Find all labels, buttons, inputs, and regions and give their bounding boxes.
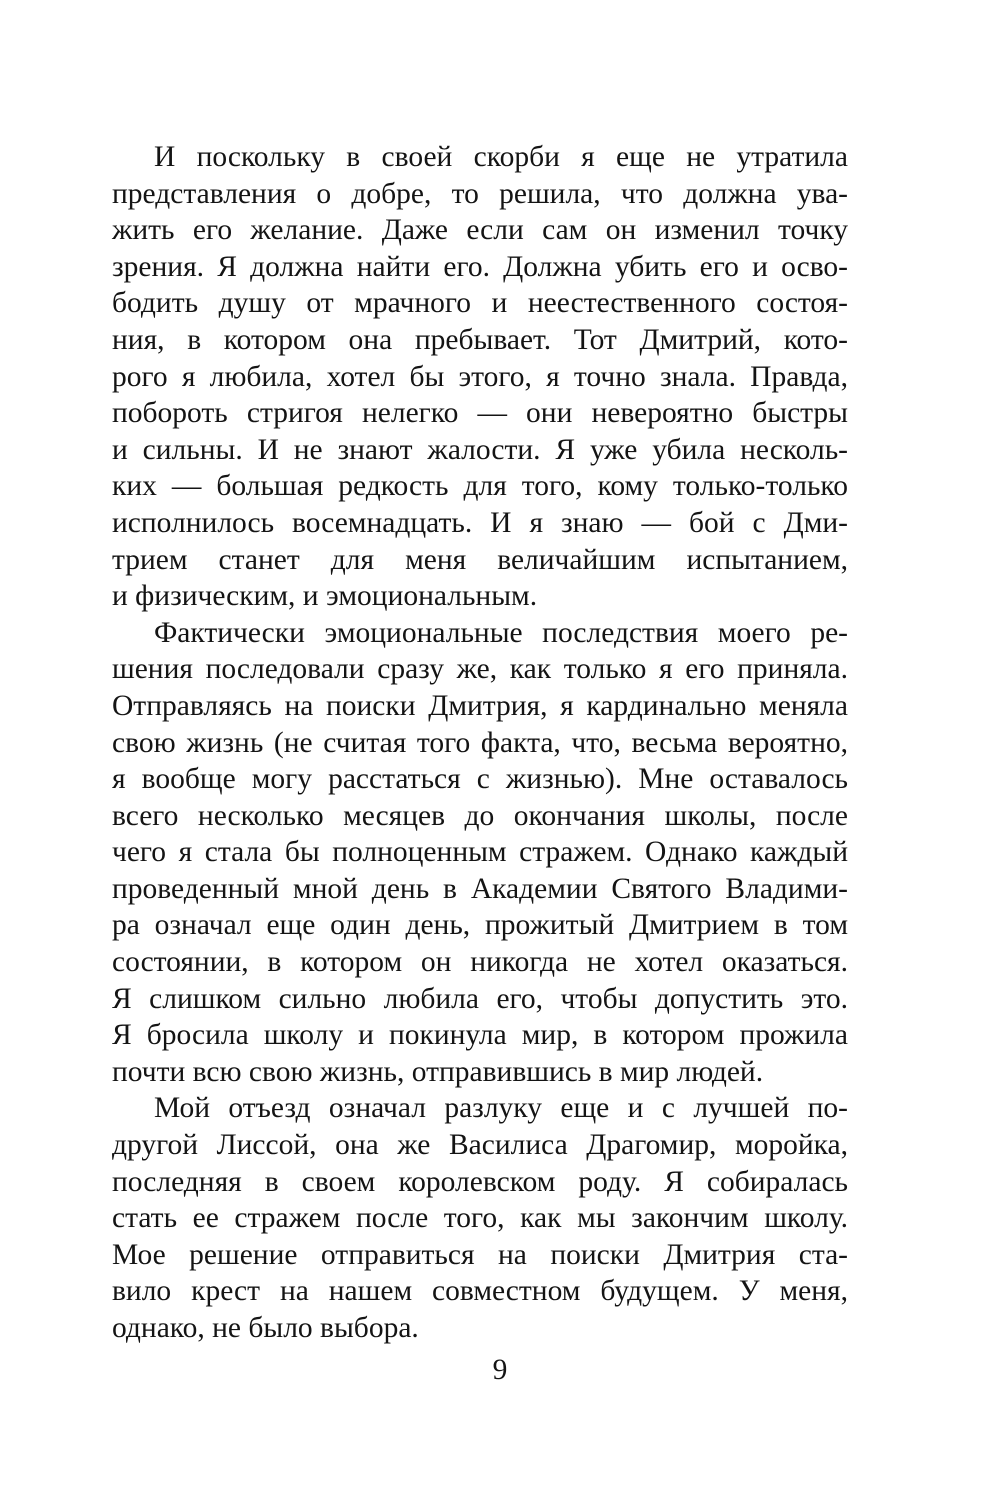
text-line: и сильны. И не знают жалости. Я уже убила несколь-: [112, 433, 848, 466]
text-line: рого я любила, хотел бы этого, я точно знала. Правда,: [112, 360, 848, 393]
text-line: Мой отъезд означал разлуку еще и с лучшей по-: [154, 1092, 848, 1125]
text-line: я вообще могу расстаться с жизнью). Мне оставалось: [112, 763, 848, 796]
page-number: 9: [492, 1354, 508, 1386]
text-line: проведенный мной день в Академии Святого Владими-: [112, 872, 848, 905]
text-line: вило крест на нашем совместном будущем. У меня,: [112, 1275, 848, 1308]
text-line: представления о добре, то решила, что должна ува-: [112, 177, 848, 210]
paragraph-2: [112, 615, 848, 1091]
text-line: однако, не было выбора.: [112, 1312, 419, 1344]
text-line: трием станет для меня величайшим испытанием,: [112, 543, 848, 576]
text-line: ких — большая редкость для того, кому только-только: [112, 470, 848, 503]
text-line: Отправляясь на поиски Дмитрия, я кардинально меняла: [112, 689, 848, 722]
text-line: другой Лиссой, она же Василиса Драгомир, моройка,: [112, 1129, 848, 1162]
page-body: [112, 139, 848, 1347]
text-line: состоянии, в котором он никогда не хотел оказаться.: [112, 946, 848, 979]
text-line: последняя в своем королевском роду. Я собиралась: [112, 1165, 848, 1198]
paragraph-1: [112, 139, 848, 615]
text-line: И поскольку в своей скорби я еще не утратила: [154, 141, 848, 173]
text-line: Я бросила школу и покинула мир, в котором прожила: [112, 1019, 848, 1052]
text-line: жить его желание. Даже если сам он изменил точку: [112, 214, 848, 247]
text-line: Я слишком сильно любила его, чтобы допустить это.: [112, 982, 848, 1015]
text-line: Мое решение отправиться на поиски Дмитрия ста-: [112, 1238, 848, 1271]
text-line: зрения. Я должна найти его. Должна убить его и осво-: [112, 250, 848, 283]
text-line: и физическим, и эмоциональным.: [112, 580, 538, 613]
text-line: свою жизнь (не считая того факта, что, весьма вероятно,: [112, 726, 848, 759]
text-line: ния, в котором она пребывает. Тот Дмитрий, кото-: [112, 323, 848, 356]
paragraph-3: [112, 1090, 848, 1346]
text-line: стать ее стражем после того, как мы закончим школу.: [112, 1202, 848, 1235]
text-line: бодить душу от мрачного и неестественного состоя-: [112, 287, 848, 320]
text-line: Фактически эмоциональные последствия моего ре-: [154, 616, 848, 649]
text-line: шения последовали сразу же, как только я его приняла.: [112, 653, 848, 686]
text-line: почти всю свою жизнь, отправившись в мир людей.: [112, 1055, 764, 1088]
text-line: чего я стала бы полноценным стражем. Однако каждый: [112, 836, 848, 869]
text-line: исполнилось восемнадцать. И я знаю — бой с Дми-: [112, 506, 848, 539]
text-line: ра означал еще один день, прожитый Дмитрием в том: [112, 909, 848, 942]
text-line: всего несколько месяцев до окончания школы, после: [112, 799, 848, 832]
text-line: побороть стригоя нелегко — они невероятно быстры: [112, 397, 848, 430]
